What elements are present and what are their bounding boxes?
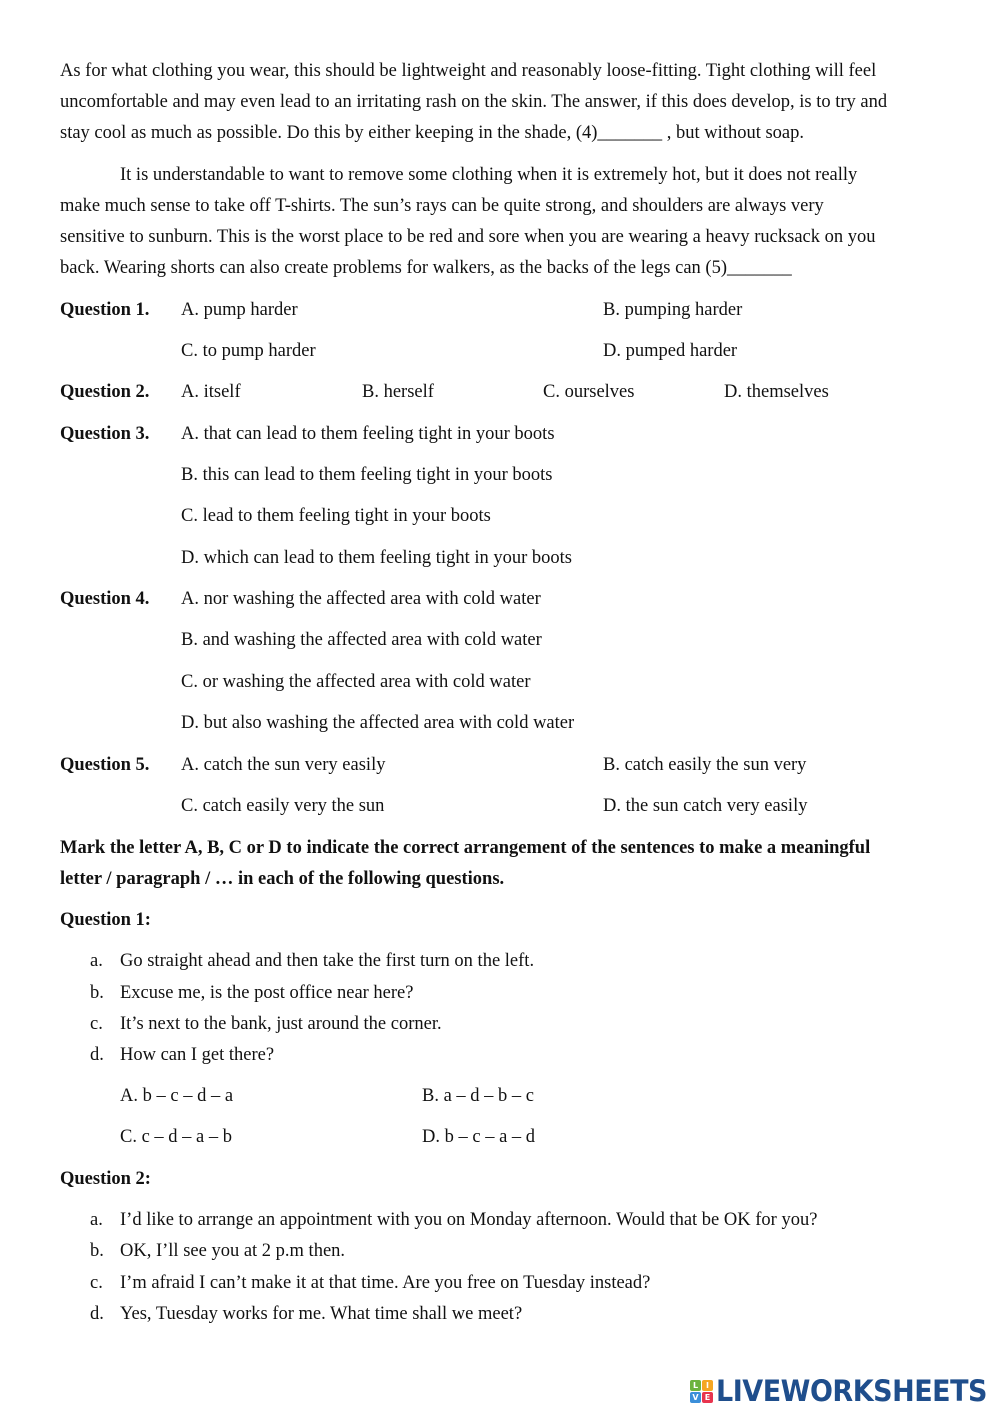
item-letter: a. [90, 951, 103, 971]
answer-option: B. and washing the affected area with cold water [181, 630, 542, 650]
logo-text: LIVEWORKSHEETS [716, 1374, 988, 1408]
answer-option: D. the sun catch very easily [603, 796, 808, 816]
answer-option: D. but also washing the affected area with cold water [181, 713, 575, 733]
item-text: How can I get there? [120, 1045, 275, 1065]
question-label: Question 4. [60, 589, 150, 609]
passage-line: uncomfortable and may even lead to an irritating rash on the skin. The answer, if this does develop, is to try and [60, 92, 888, 112]
answer-option: C. or washing the affected area with cold water [181, 672, 531, 692]
instruction-text: Mark the letter A, B, C or D to indicate the correct arrangement of the sentences to make a meaningful [60, 838, 871, 858]
item-letter: d. [90, 1045, 104, 1065]
passage-line: As for what clothing you wear, this should be lightweight and reasonably loose-fitting. Tight clothing will feel [60, 61, 877, 81]
live-tiles-icon [690, 1380, 713, 1403]
item-letter: c. [90, 1014, 103, 1034]
answer-option: A. itself [181, 382, 241, 402]
passage-line: sensitive to sunburn. This is the worst place to be red and sore when you are wearing a heavy rucksack on you [60, 227, 876, 247]
question-label: Question 3. [60, 424, 150, 444]
answer-option: D. themselves [724, 382, 829, 402]
answer-option: B. a – d – b – c [422, 1086, 535, 1106]
answer-option: C. c – d – a – b [120, 1127, 233, 1147]
answer-option: A. nor washing the affected area with cold water [181, 589, 541, 609]
answer-option: C. catch easily very the sun [181, 796, 385, 816]
answer-option: C. to pump harder [181, 341, 316, 361]
logo-tile: V [690, 1392, 701, 1403]
item-letter: d. [90, 1304, 104, 1324]
item-letter: b. [90, 1241, 104, 1261]
question-label: Question 2. [60, 382, 150, 402]
answer-option: B. catch easily the sun very [603, 755, 807, 775]
item-letter: b. [90, 983, 104, 1003]
passage-line: back. Wearing shorts can also create problems for walkers, as the backs of the legs can (5)_______ [60, 258, 792, 278]
question-label: Question 1: [60, 910, 151, 930]
logo-tile: E [702, 1392, 713, 1403]
passage-line: make much sense to take off T-shirts. The sun’s rays can be quite strong, and shoulders are always very [60, 196, 824, 216]
answer-option: C. lead to them feeling tight in your boots [181, 506, 491, 526]
item-text: I’d like to arrange an appointment with you on Monday afternoon. Would that be OK for you? [120, 1210, 818, 1230]
answer-option: A. b – c – d – a [120, 1086, 234, 1106]
liveworksheets-logo [690, 1374, 999, 1408]
item-text: I’m afraid I can’t make it at that time. Are you free on Tuesday instead? [120, 1273, 651, 1293]
item-text: Excuse me, is the post office near here? [120, 983, 414, 1003]
question-label: Question 5. [60, 755, 150, 775]
item-letter: a. [90, 1210, 103, 1230]
item-text: Go straight ahead and then take the first turn on the left. [120, 951, 535, 971]
passage-line: stay cool as much as possible. Do this by either keeping in the shade, (4)_______ , but without soap. [60, 123, 804, 143]
logo-tile: I [702, 1380, 713, 1391]
answer-option: A. catch the sun very easily [181, 755, 386, 775]
passage-line: It is understandable to want to remove some clothing when it is extremely hot, but it does not really [120, 165, 858, 185]
answer-option: C. ourselves [543, 382, 635, 402]
item-text: It’s next to the bank, just around the corner. [120, 1014, 442, 1034]
answer-option: B. pumping harder [603, 300, 743, 320]
logo-tile: L [690, 1380, 701, 1391]
question-label: Question 2: [60, 1169, 151, 1189]
item-text: OK, I’ll see you at 2 p.m then. [120, 1241, 346, 1261]
answer-option: D. b – c – a – d [422, 1127, 536, 1147]
answer-option: A. pump harder [181, 300, 298, 320]
question-label: Question 1. [60, 300, 150, 320]
answer-option: B. this can lead to them feeling tight in your boots [181, 465, 553, 485]
answer-option: B. herself [362, 382, 434, 402]
item-text: Yes, Tuesday works for me. What time shall we meet? [120, 1304, 523, 1324]
item-letter: c. [90, 1273, 103, 1293]
answer-option: D. which can lead to them feeling tight in your boots [181, 548, 572, 568]
answer-option: A. that can lead to them feeling tight in your boots [181, 424, 555, 444]
instruction-text: letter / paragraph / … in each of the following questions. [60, 869, 505, 889]
answer-option: D. pumped harder [603, 341, 738, 361]
